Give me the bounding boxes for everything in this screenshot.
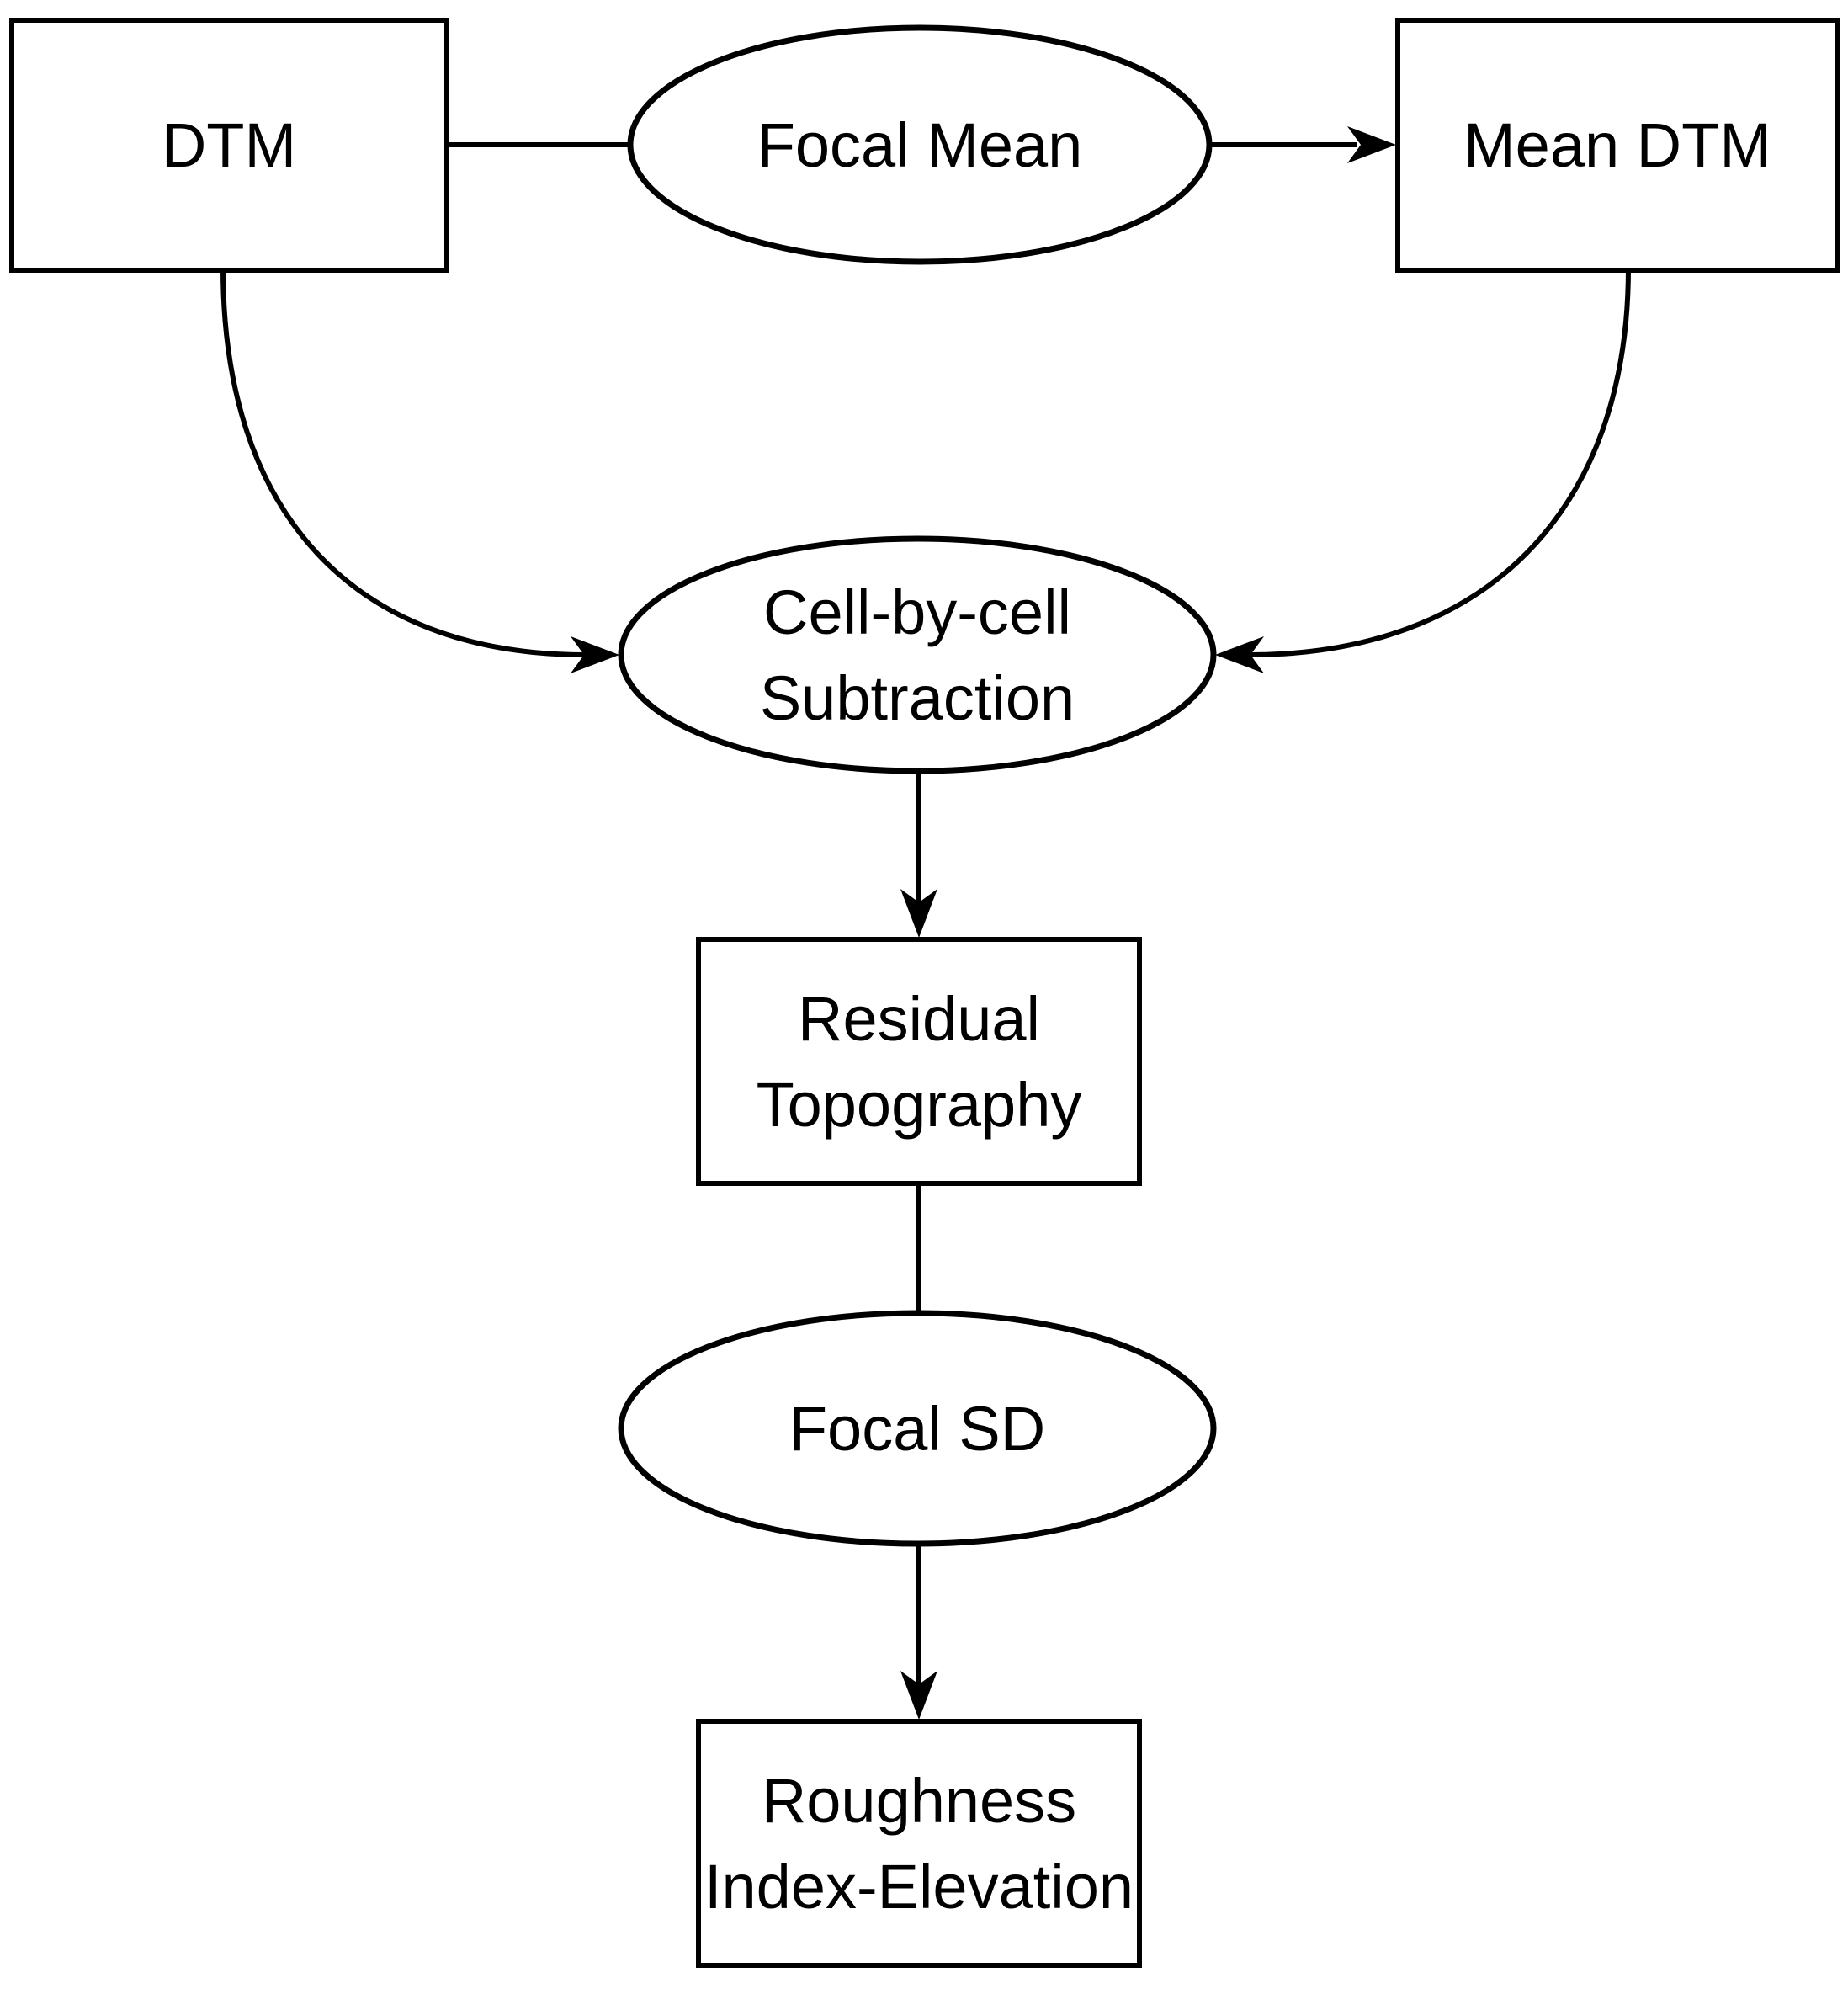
node-dtm [12,20,447,270]
node-cell-by-cell-subtraction [621,539,1213,771]
roughness-index-elevation-box [698,1721,1139,1965]
edge-focal-sd-to-roughness-index-elevation [900,1540,937,1720]
cell-by-cell-subtraction-ellipse [621,539,1213,771]
roughness-index-elevation-label-line2: Index-Elevation [704,1851,1134,1922]
focal-mean-label: Focal Mean [757,109,1083,180]
edge-line [1249,268,1628,655]
node-focal-mean [630,28,1209,262]
node-residual-topography [698,939,1139,1183]
node-focal-sd [621,1313,1213,1544]
node-roughness-index-elevation [698,1721,1139,1965]
residual-topography-box [698,939,1139,1183]
edge-focal-mean-to-mean-dtm [1209,126,1396,163]
mean-dtm-label: Mean DTM [1463,109,1771,180]
edge-dtm-to-cell-by-cell-subtraction [223,268,619,673]
dtm-label: DTM [161,109,297,180]
edge-mean-dtm-to-cell-by-cell-subtraction [1215,268,1628,673]
cell-by-cell-subtraction-label-line1: Cell-by-cell [763,577,1071,647]
node-mean-dtm [1398,20,1838,270]
cell-by-cell-subtraction-label-line2: Subtraction [759,662,1075,733]
focal-sd-label: Focal SD [789,1393,1046,1464]
residual-topography-label-line2: Topography [756,1069,1082,1140]
edge-line [223,268,586,655]
residual-topography-label-line1: Residual [798,983,1040,1054]
roughness-index-elevation-label-line1: Roughness [761,1765,1077,1836]
edge-cell-by-cell-subtraction-to-residual-topography [900,768,937,938]
